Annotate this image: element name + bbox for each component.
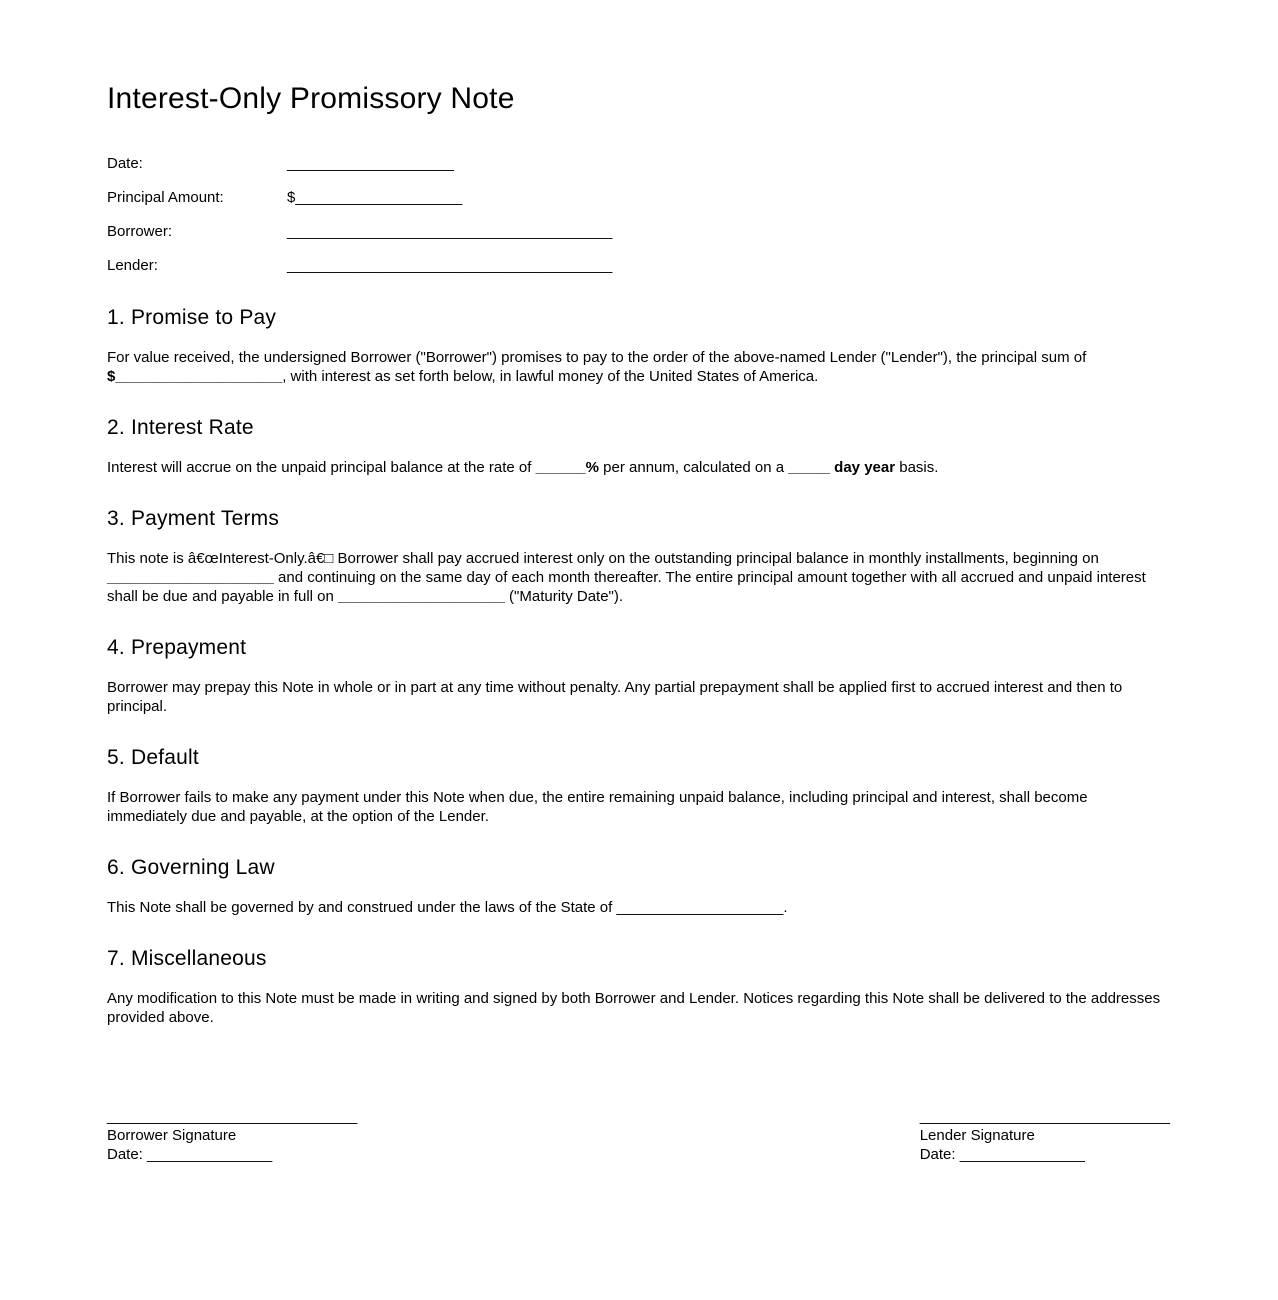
signature-label: Borrower Signature	[107, 1126, 237, 1144]
field-blank-line	[287, 153, 454, 174]
section-heading: 2. Interest Rate	[107, 415, 254, 439]
fill-in-field-row	[107, 221, 1170, 242]
field-blank-line	[287, 187, 462, 208]
text-segment: Any modification to this Note must be made in writing and signed by both Borrower and Lender. Notices regarding this Note shall be delivered to the addresses provided above.	[107, 989, 1161, 1026]
text-segment: , with interest as set forth below, in lawful money of the United States of America.	[282, 367, 819, 385]
section-paragraph	[107, 678, 1170, 716]
section-paragraph	[107, 788, 1170, 826]
document-section	[107, 636, 1170, 716]
signature-block	[107, 1107, 357, 1164]
text-segment: Borrower may prepay this Note in whole or in part at any time without penalty. Any partial prepayment shall be applied first to accrued interest and then to principal.	[107, 678, 1123, 715]
text-segment: per annum, calculated on a	[599, 458, 789, 476]
fill-in-field-row	[107, 153, 1170, 174]
blank-line: _______________________________________	[287, 256, 613, 274]
text-segment: ("Maturity Date").	[504, 587, 624, 605]
document-sections	[107, 306, 1170, 1027]
text-segment: If Borrower fails to make any payment under this Note when due, the entire remaining unpaid balance, including principal and interest, shall become immediately due and payable, at the option of the Lender.	[107, 788, 1088, 825]
signature-date-blank: _______________	[959, 1145, 1085, 1163]
field-blank-line	[287, 221, 612, 242]
signature-line: ______________________________	[919, 1107, 1170, 1125]
fill-in-field-row	[107, 255, 1170, 276]
text-segment: $____________________	[107, 367, 283, 385]
section-heading: 7. Miscellaneous	[107, 946, 267, 970]
text-segment: This Note shall be governed by and construed under the laws of the State of ____________________.	[107, 898, 788, 916]
text-segment: and continuing on the same day of each month thereafter. The entire principal amount together with all accrued and unpaid interest shall be due and payable in full on	[107, 568, 1146, 605]
section-paragraph	[107, 898, 1170, 917]
document-section	[107, 947, 1170, 1027]
text-segment: basis.	[895, 458, 939, 476]
field-label: Date:	[107, 154, 143, 172]
section-heading: 6. Governing Law	[107, 855, 275, 879]
section-paragraph	[107, 549, 1170, 606]
signature-date-label: Date:	[919, 1145, 956, 1163]
blank-line: ____________________	[287, 154, 454, 172]
document-section	[107, 306, 1170, 386]
header-fields	[107, 153, 1170, 276]
section-heading: 1. Promise to Pay	[107, 305, 277, 329]
text-segment: This note is â€œInterest-Only.â€□ Borrower shall pay accrued interest only on the outstanding principal balance in monthly installments, beginning on	[107, 549, 1099, 567]
section-paragraph	[107, 458, 1170, 477]
field-label: Principal Amount:	[107, 188, 224, 206]
text-segment: ______%	[535, 458, 599, 476]
text-segment: For value received, the undersigned Borrower ("Borrower") promises to pay to the order of the above-named Lender ("Lender"), the principal sum of	[107, 348, 1087, 366]
blank-line: ____________________	[295, 188, 463, 206]
document-section	[107, 507, 1170, 606]
blank-line: _______________________________________	[287, 222, 613, 240]
signature-date-row	[920, 1146, 1085, 1163]
text-segment: ____________________	[107, 568, 274, 586]
signature-block	[920, 1107, 1170, 1164]
field-label: Borrower:	[107, 222, 173, 240]
field-label: Lender:	[107, 256, 158, 274]
section-heading: 3. Payment Terms	[107, 506, 280, 530]
section-paragraph	[107, 989, 1170, 1027]
text-segment: Interest will accrue on the unpaid principal balance at the rate of	[107, 458, 536, 476]
text-segment: _____ day year	[788, 458, 896, 476]
fill-in-field-row	[107, 187, 1170, 208]
text-segment: ____________________	[338, 587, 505, 605]
section-paragraph	[107, 348, 1170, 386]
signature-label: Lender Signature	[919, 1126, 1035, 1144]
signature-date-row	[107, 1146, 272, 1163]
signature-date-label: Date:	[107, 1145, 143, 1163]
signature-date-blank: _______________	[147, 1145, 273, 1163]
document-title: Interest-Only Promissory Note	[107, 82, 515, 115]
document-section	[107, 746, 1170, 826]
field-blank-line	[287, 255, 612, 276]
section-heading: 5. Default	[107, 745, 199, 769]
section-heading: 4. Prepayment	[107, 635, 247, 659]
field-prefix: $	[287, 188, 296, 206]
document-section	[107, 416, 1170, 477]
signature-area	[107, 1107, 1170, 1164]
signature-line: ______________________________	[107, 1107, 358, 1125]
document-section	[107, 856, 1170, 917]
